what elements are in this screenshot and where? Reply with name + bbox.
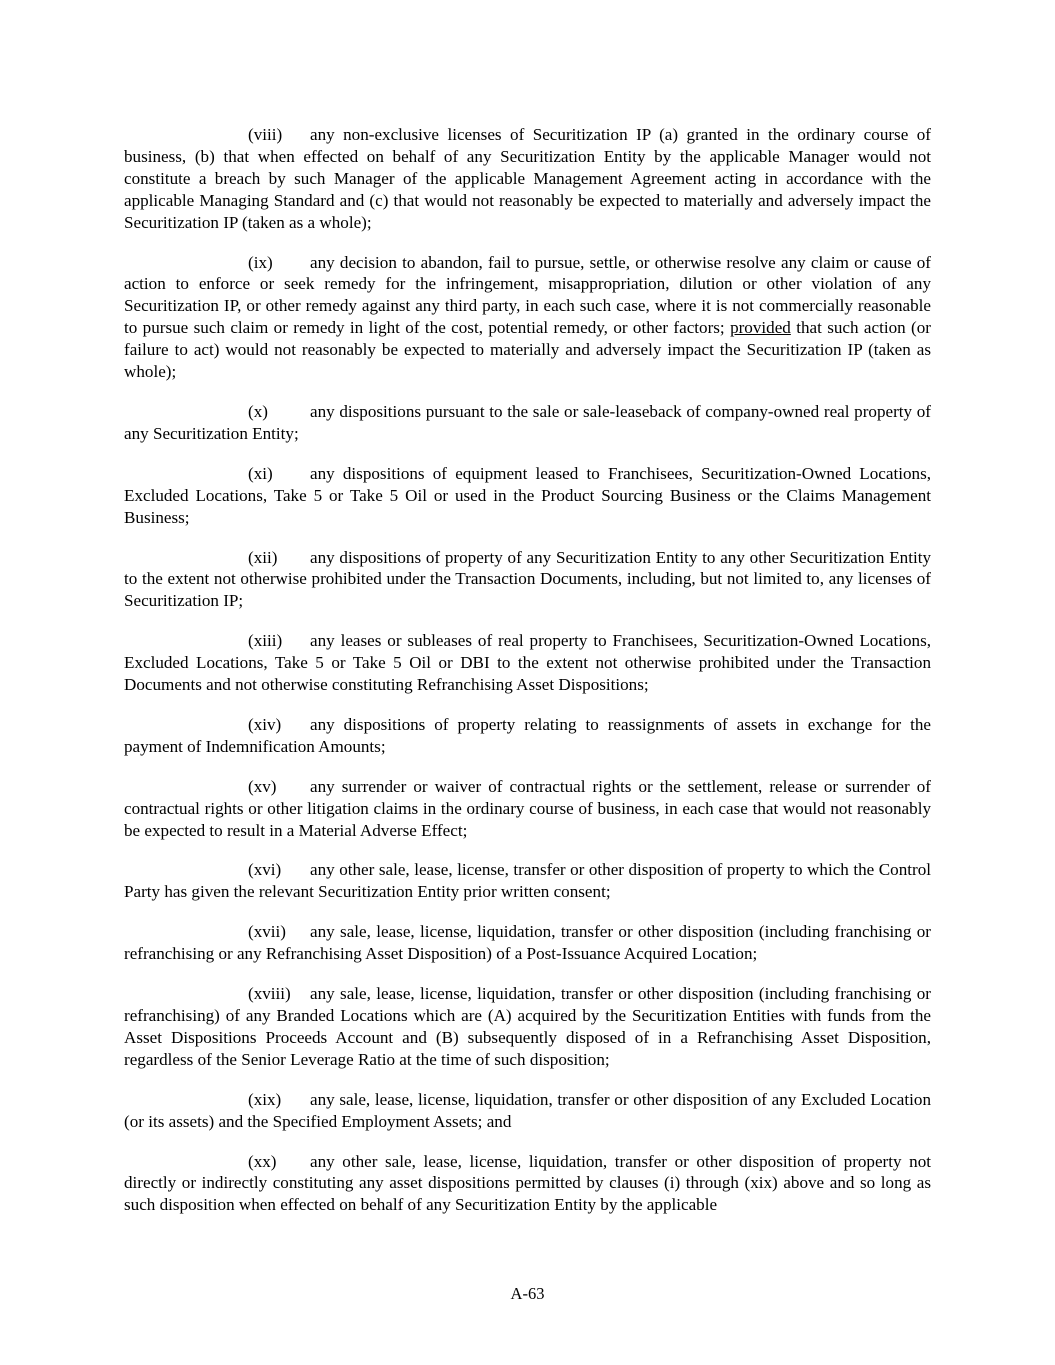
clause-label: (ix) — [248, 252, 273, 272]
clause-ix — [124, 252, 931, 383]
clause-xvii — [124, 921, 931, 965]
clause-label: (xx) — [248, 1151, 277, 1171]
clause-label: (xix) — [248, 1089, 282, 1109]
clause-xx — [124, 1151, 931, 1217]
clause-text: any decision to abandon, fail to pursue, settle, or otherwise resolve any claim or cause of action to enforce or seek remedy for the infringement, misappropriation, dilution or other violation of any Securitization IP, or other remedy against any third party, in each such case, where it is not commercially reasonable to pursue such claim or remedy in light of the cost, potential remedy, or other factors; — [124, 252, 931, 338]
clause-label: (xv) — [248, 776, 277, 796]
clause-text: any sale, lease, license, liquidation, transfer or other disposition (including franchising or refranchising) of any Branded Locations which are (A) acquired by the Securitization Entities with funds from the Asset Dispositions Proceeds Account and (B) subsequently disposed of in a Refranchising Asset Disposition, regardless of the Senior Leverage Ratio at the time of such disposition; — [124, 984, 931, 1069]
clause-viii — [124, 124, 931, 234]
clause-xviii — [124, 983, 931, 1071]
clause-label: (xvi) — [248, 860, 282, 880]
clause-text: any other sale, lease, license, transfer or other disposition of property to which the Control Party has given the relevant Securitization Entity prior written consent; — [124, 860, 931, 902]
clause-text-continued: that such action (or failure to act) would not reasonably be expected to materially and adversely impact the Securitization IP (taken as whole); — [124, 318, 931, 382]
clause-label: (xi) — [248, 463, 273, 483]
clause-text: any sale, lease, license, liquidation, transfer or other disposition of any Excluded Location (or its assets) and the Specified Employment Assets; and — [124, 1089, 931, 1131]
clause-label: (xiv) — [248, 714, 282, 734]
clause-text: any leases or subleases of real property to Franchisees, Securitization-Owned Locations, Excluded Locations, Take 5 or Take 5 Oil or DBI to the extent not otherwise prohibited under the Transaction Documents and not otherwise constituting Refranchising Asset Dispositions; — [124, 631, 931, 695]
provided-underlined-term: provided — [730, 318, 791, 338]
clause-text: any non-exclusive licenses of Securitization IP (a) granted in the ordinary course of business, (b) that when effected on behalf of any Securitization Entity by the applicable Manager would not constitute a breach by such Manager of the applicable Management Agreement acting in accordance with the applicable Managing Standard and (c) that would not reasonably be expected to materially and adversely impact the Securitization IP (taken as a whole); — [124, 125, 931, 232]
clause-text: any sale, lease, license, liquidation, transfer or other disposition (including franchising or refranchising or any Refranchising Asset Disposition) of a Post-Issuance Acquired Location; — [124, 922, 931, 964]
clause-label: (xiii) — [248, 631, 283, 651]
clause-xii — [124, 547, 931, 613]
clause-xi — [124, 463, 931, 529]
clause-text: any dispositions of property of any Securitization Entity to any other Securitization Entity to the extent not otherwise prohibited under the Transaction Documents, including, but not limited to, any licenses of Securitization IP; — [124, 547, 931, 611]
clause-text: any other sale, lease, license, liquidation, transfer or other disposition of property not directly or indirectly constituting any asset dispositions permitted by clauses (i) through (xix) above and so long as such disposition when effected on behalf of any Securitization Entity by the applicable — [124, 1151, 931, 1215]
clause-xv — [124, 776, 931, 842]
clause-label: (xii) — [248, 547, 278, 567]
page-number: A-63 — [510, 1284, 545, 1303]
clause-text: any dispositions of property relating to reassignments of assets in exchange for the payment of Indemnification Amounts; — [124, 714, 931, 756]
clause-x — [124, 401, 931, 445]
clause-xiv — [124, 714, 931, 758]
clause-text: any dispositions of equipment leased to Franchisees, Securitization-Owned Locations, Excluded Locations, Take 5 or Take 5 Oil or used in the Product Sourcing Business or the Claims Management Business; — [124, 463, 931, 527]
clause-xiii — [124, 630, 931, 696]
clause-xix — [124, 1089, 931, 1133]
clause-text: any dispositions pursuant to the sale or sale-leaseback of company-owned real property of any Securitization Entity; — [124, 401, 931, 443]
clause-label: (x) — [248, 401, 268, 421]
clause-text: any surrender or waiver of contractual rights or the settlement, release or surrender of contractual rights or other litigation claims in the ordinary course of business, in each case that would not reasonably be expected to result in a Material Adverse Effect; — [124, 776, 931, 840]
clause-label: (xvii) — [248, 922, 286, 942]
clause-xvi — [124, 859, 931, 903]
clause-label: (viii) — [248, 125, 283, 144]
clause-label: (xviii) — [248, 984, 291, 1004]
